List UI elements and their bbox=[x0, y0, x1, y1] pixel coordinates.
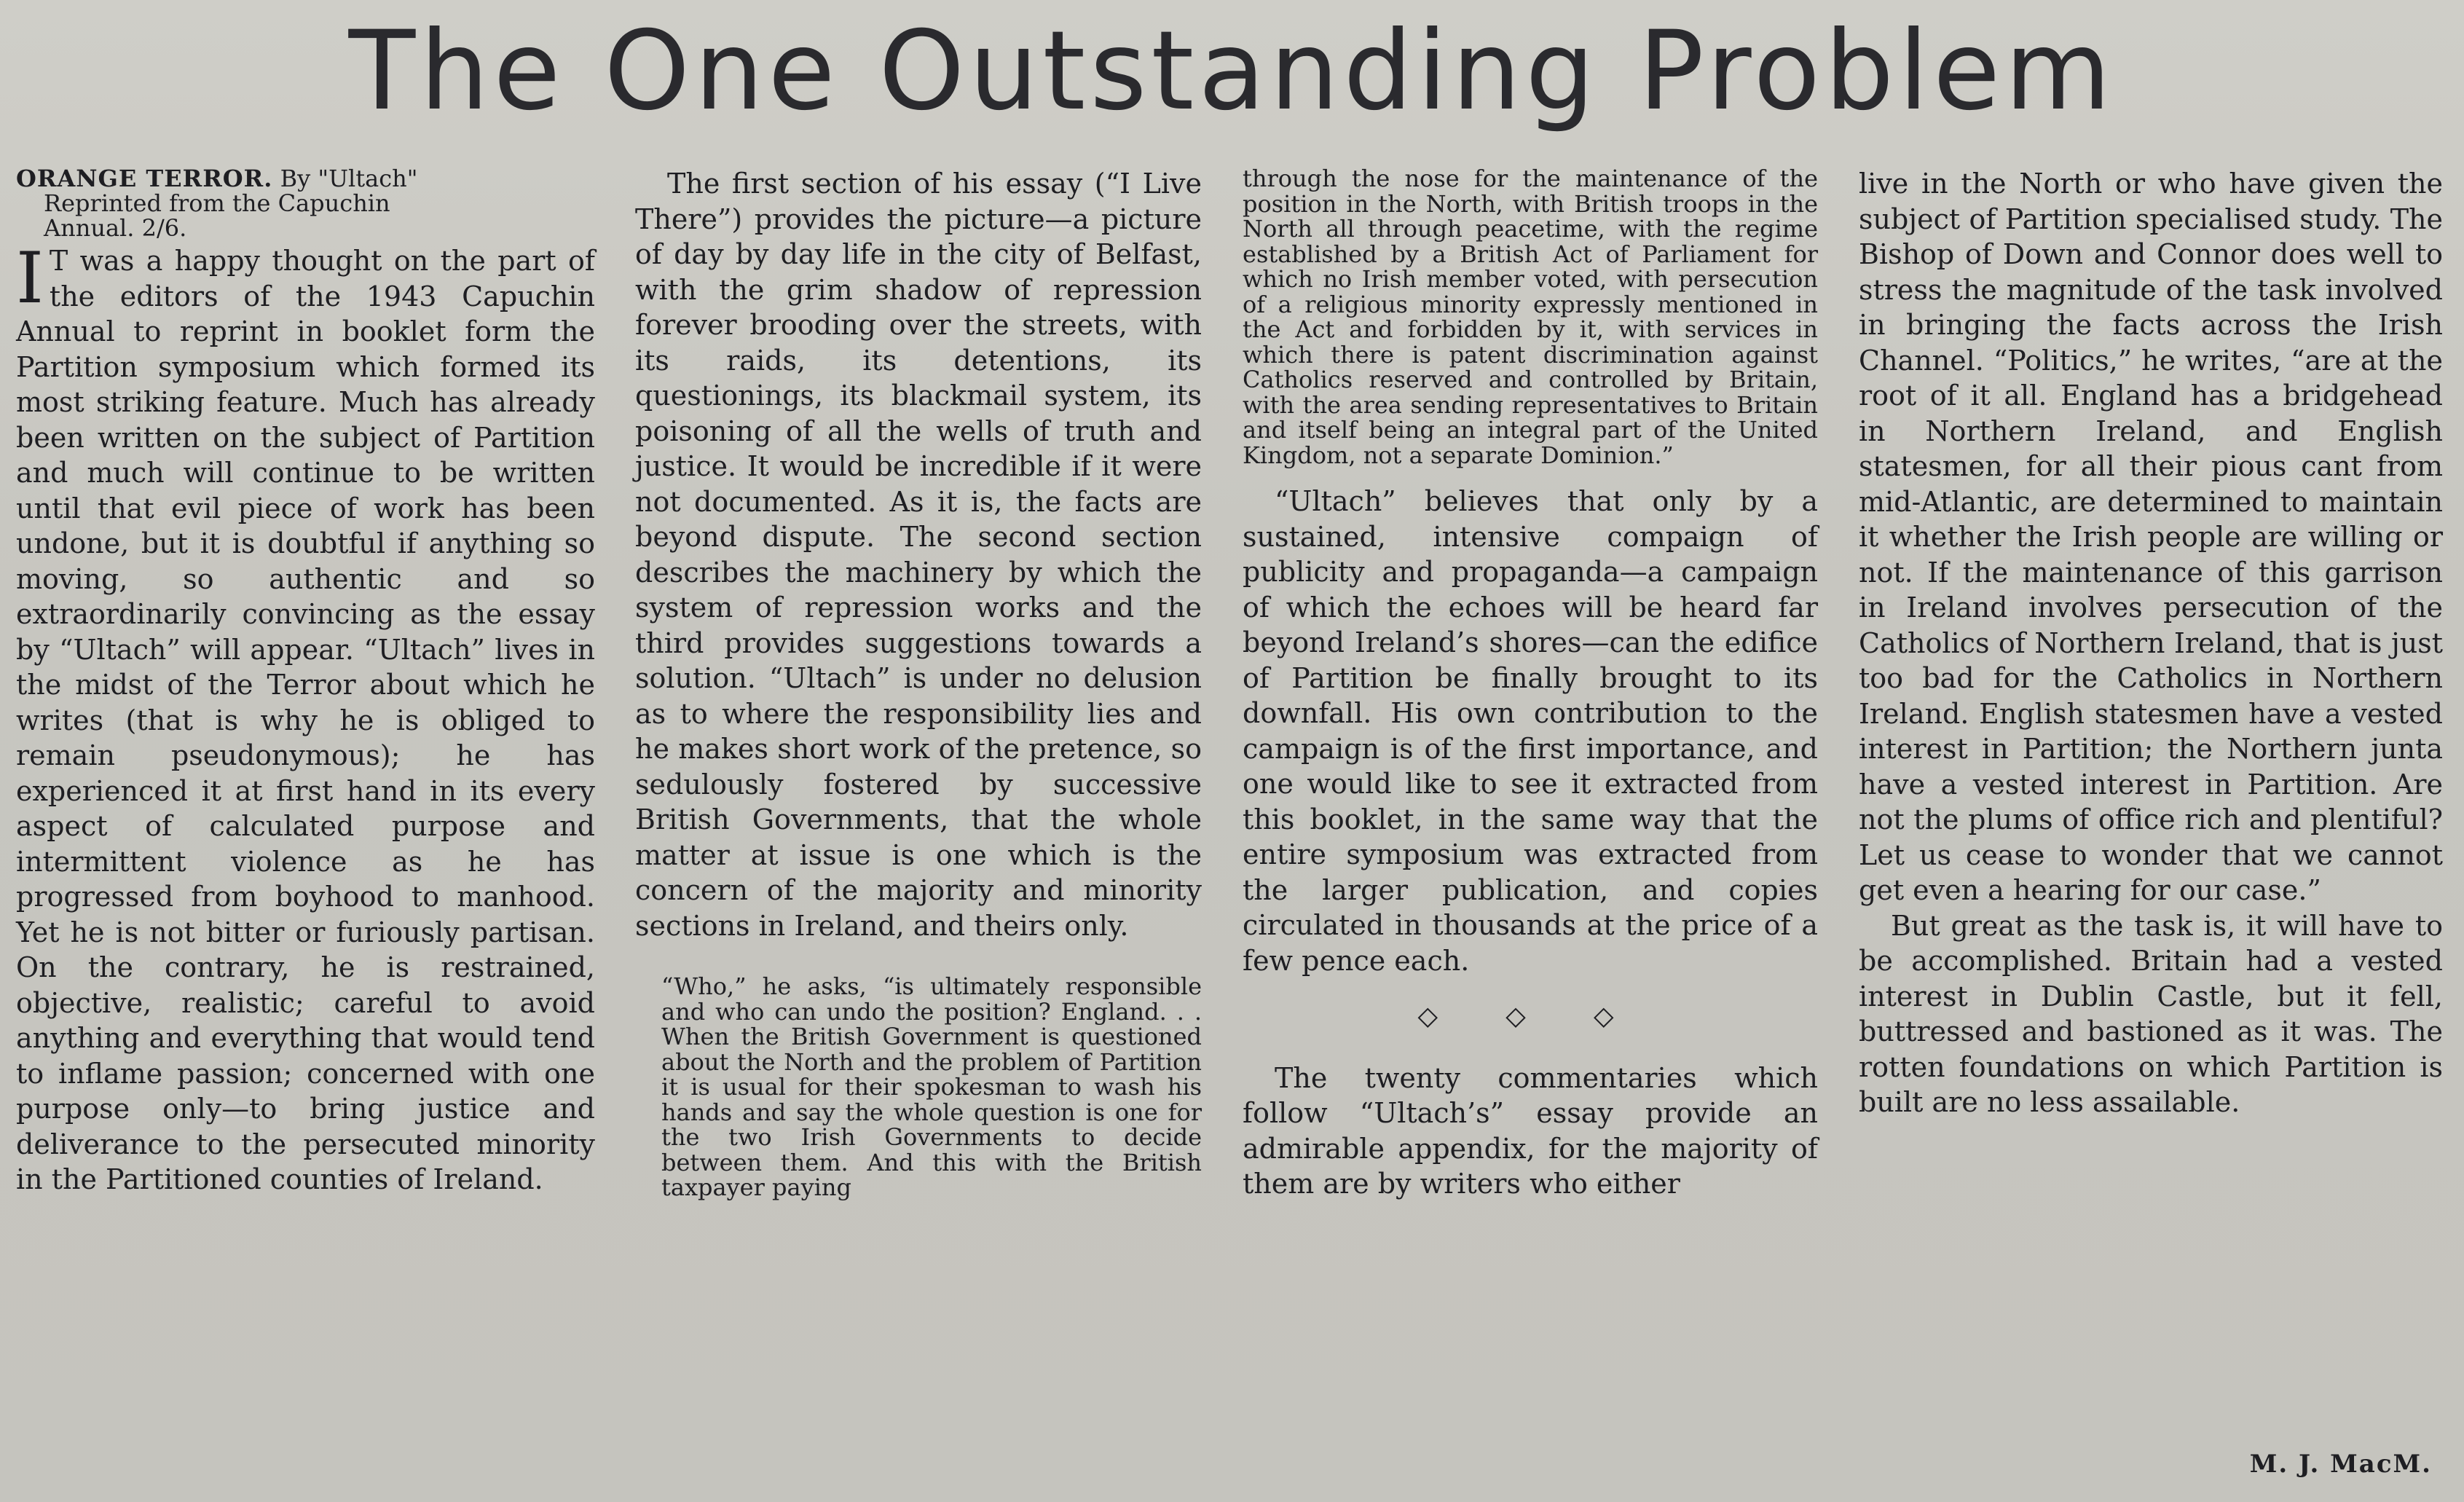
block-quote-continued: through the nose for the maintenance of the position in the North, with British troops in the North all through peacetime, with the regime established by a British Act of Parliament for which no Irish member voted, with persecution of a religious minority expressly mentioned in the Act and forbidden by it, with services in which there is patent discrimination against Catholics reserved and controlled by Britain, with the area sending representatives to Britain and itself being an integral part of the United Kingdom, not a separate Dominion.” bbox=[1243, 165, 1818, 469]
column-4 bbox=[1859, 166, 2443, 1120]
review-price: Annual. 2/6. bbox=[44, 214, 187, 242]
review-byline: By "Ultach" bbox=[280, 165, 418, 192]
column-1 bbox=[16, 166, 595, 1198]
block-quote: “Who,” he asks, “is ultimately responsible and who can undo the position? England. . . When the British Government is questioned about the North and the problem of Partition it is usual for their spokesman to wash his hands and say the whole question is one for the two Irish Governments to decide between them. And this with the British taxpayer paying bbox=[661, 972, 1202, 1201]
article-paragraph: “Ultach” believes that only by a sustained, intensive compaign of publicity and propaganda—a campaign of which the echoes will be heard far beyond Ireland’s shores—can the edifice of Partition be finally brought to its downfall. His own contribution to the campaign is of the first importance, and one would like to see it extracted from this booklet, in the same way that the entire symposium was extracted from the larger publication, and copies circulated in thousands at the price of a few pence each. bbox=[1243, 485, 1818, 977]
column-spacer bbox=[635, 943, 1202, 974]
column-3 bbox=[1243, 166, 1818, 1202]
drop-cap: I bbox=[16, 237, 44, 319]
column-2 bbox=[635, 166, 1202, 1200]
author-signature: M. J. MacM. bbox=[2249, 1450, 2432, 1479]
article-paragraph bbox=[16, 237, 595, 1198]
review-title: ORANGE TERROR. bbox=[16, 165, 273, 192]
article-paragraph: But great as the task is, it will have to be accomplished. Britain had a vested interest in Dublin Castle, but it fell, buttressed and bastioned as it was. The rotten foundations on which Partition is built are no less assailable. bbox=[1859, 909, 2443, 1118]
review-reprint: Reprinted from the Capuchin bbox=[44, 189, 390, 217]
headline: The One Outstanding Problem bbox=[348, 8, 2116, 135]
review-header bbox=[16, 166, 595, 240]
paragraph-text: T was a happy thought on the part of the editors of the 1943 Capuchin Annual to reprint in booklet form the Partition symposium which formed its most striking feature. Much has already been written on the subject of Partition and much will continue to be written until that evil piece of work has been undone, but it is doubtful if anything so moving, so authentic and so extraordinarily convincing as the essay by “Ultach” will appear. “Ultach” lives in the midst of the Terror about which he writes (that is why he is obliged to remain pseudonymous); he has experienced it at first hand in its every aspect of calculated purpose and intermittent violence as he has progressed from boyhood to manhood. Yet he is not bitter or furiously partisan. On the contrary, he is restrained, objective, realistic; careful to avoid anything and everything that would tend to inflame passion; concerned with one purpose only—to bring justice and deliverance to the persecuted minority in the Partitioned counties of Ireland. bbox=[16, 245, 595, 1195]
section-ornament: ⬦ ⬦ ⬦ bbox=[1417, 999, 1643, 1033]
article-paragraph: The first section of his essay (“I Live There”) provides the picture—a picture of day by day life in the city of Belfast, with the grim shadow of repression forever brooding over the streets, with its raids, its detentions, its questionings, its blackmail system, its poisoning of all the wells of truth and justice. It would be incredible if it were not documented. As it is, the facts are beyond dispute. The second section describes the machinery by which the system of repression works and the third provides suggestions towards a solution. “Ultach” is under no delusion as to where the responsibility lies and he makes short work of the pretence, so sedulously fostered by successive British Governments, that the whole matter at issue is one which is the concern of the majority and minority sections in Ireland, and theirs only. bbox=[635, 168, 1202, 942]
article-paragraph: The twenty commentaries which follow “Ultach’s” essay provide an admirable appendix, for the majority of them are by writers who either bbox=[1243, 1061, 1818, 1200]
article-paragraph: live in the North or who have given the subject of Partition specialised study. The Bishop of Down and Connor does well to stress the magnitude of the task involved in bringing the facts across the Irish Channel. “Politics,” he writes, “are at the root of it all. England has a bridgehead in Northern Ireland, and English statesmen, for all their pious cant from mid-Atlantic, are determined to maintain it whether the Irish people are willing or not. If the maintenance of this garrison in Ireland involves persecution of the Catholics of Northern Ireland, that is just too bad for the Catholics in Northern Ireland. English statesmen have a vested interest in Partition; the Northern junta have a vested interest in Partition. Are not the plums of office rich and plentiful? Let us cease to wonder that we cannot get even a hearing for our case.” bbox=[1859, 168, 2443, 906]
